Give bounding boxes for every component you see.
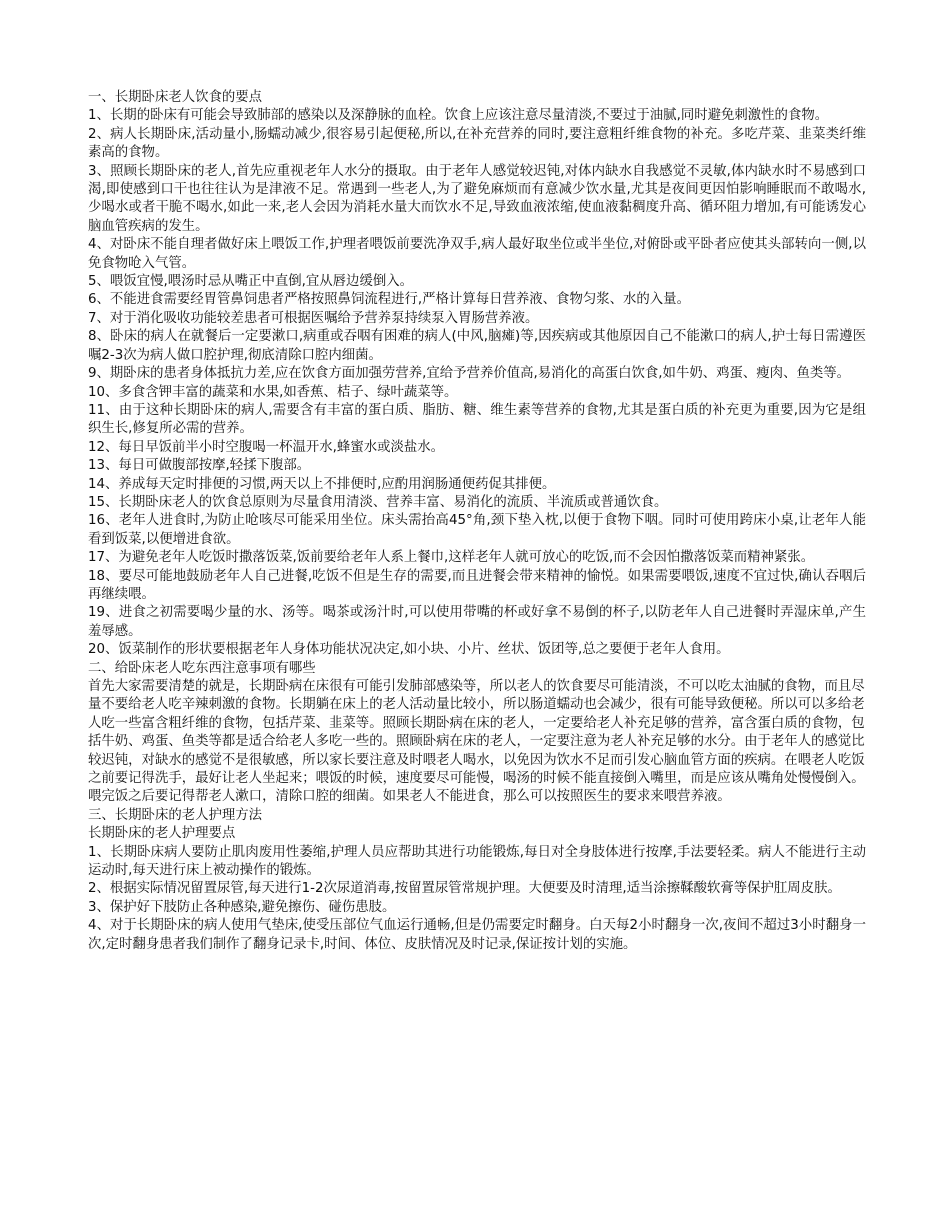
- list-item-7: 7、对于消化吸收功能较差患者可根据医嘱给予营养泵持续泵入胃肠营养液。: [88, 310, 539, 326]
- list-item-16: 16、老年人进食时,为防止呛咳尽可能采用坐位。床头需抬高45°角,颈下垫入枕,以便于食物下咽。同时可使用跨床小桌,让老年人能看到饭菜,以便增进食欲。: [88, 513, 866, 547]
- care-item-3: 3、保护好下肢防止各种感染,避免擦伤、碰伤患肢。: [88, 899, 396, 915]
- care-item-2: 2、根据实际情况留置尿管,每天进行1-2次尿道消毒,按留置尿管常规护理。大便要及时清理,适当涂擦鞣酸软膏等保护肛周皮肤。: [88, 881, 841, 897]
- list-item-1: 1、长期的卧床有可能会导致肺部的感染以及深静脉的血栓。饮食上应该注意尽量清淡,不要过于油腻,同时避免刺激性的食物。: [88, 108, 829, 124]
- list-item-13: 13、每日可做腹部按摩,轻揉下腹部。: [88, 458, 311, 474]
- list-item-5: 5、喂饭宜慢,喂汤时忌从嘴正中直倒,宜从唇边缓倒入。: [88, 274, 414, 290]
- section-heading-1: 一、长期卧床老人饮食的要点: [88, 90, 263, 105]
- list-item-6: 6、不能进食需要经胃管鼻饲患者严格按照鼻饲流程进行,严格计算每日营养液、食物匀浆、水的入量。: [88, 292, 690, 308]
- list-item-2: 2、病人长期卧床,活动量小,肠蠕动减少,很容易引起便秘,所以,在补充营养的同时,要注意粗纤维食物的补充。多吃芹菜、韭菜类纤维素高的食物。: [88, 126, 866, 161]
- list-item-15: 15、长期卧床老人的饮食总原则为尽量食用清淡、营养丰富、易消化的流质、半流质或普通饮食。: [88, 494, 668, 510]
- list-item-10: 10、多食含钾丰富的蔬菜和水果,如香蕉、桔子、绿叶蔬菜等。: [88, 384, 458, 400]
- care-item-4: 4、对于长期卧床的病人使用气垫床,使受压部位气血运行通畅,但是仍需要定时翻身。白天每2小时翻身一次,夜间不超过3小时翻身一次,定时翻身患者我们制作了翻身记录卡,时间、体位、皮肤情况及时记录,保证按计划的实施。: [88, 918, 866, 952]
- list-item-3: 3、照顾长期卧床的老人,首先应重视老年人水分的摄取。由于老年人感觉较迟钝,对体内缺水自我感觉不灵敏,体内缺水时不易感到口渴,即使感到口干也往往认为是津液不足。常遇到一些老人,为了避免麻烦而有意减少饮水量,尤其是夜间更因怕影响睡眠而不敢喝水,少喝水或者干脆不喝水,如此一来,老人会因为消耗水量大而饮水不足,导致血液浓缩,使血液黏稠度升高、循环阻力增加,有可能诱发心脑血管疾病的发生。: [88, 163, 866, 234]
- list-item-9: 9、期卧床的患者身体抵抗力差,应在饮食方面加强劳营养,宜给予营养价值高,易消化的高蛋白饮食,如牛奶、鸡蛋、瘦肉、鱼类等。: [88, 366, 851, 382]
- list-item-11: 11、由于这种长期卧床的病人,需要含有丰富的蛋白质、脂肪、糖、维生素等营养的食物,尤其是蛋白质的补充更为重要,因为它是组织生长,修复所必需的营养。: [88, 402, 866, 437]
- care-item-1: 1、长期卧床病人要防止肌肉废用性萎缩,护理人员应帮助其进行功能锻炼,每日对全身肢体进行按摩,手法要轻柔。病人不能进行主动运动时,每天进行床上被动操作的锻炼。: [88, 844, 866, 879]
- list-item-18: 18、要尽可能地鼓励老年人自己进餐,吃饭不但是生存的需要,而且进餐会带来精神的愉悦。如果需要喂饭,速度不宜过快,确认吞咽后再继续喂。: [88, 568, 866, 602]
- list-item-17: 17、为避免老年人吃饭时撒落饭菜,饭前要给老年人系上餐巾,这样老年人就可放心的吃饭,而不会因怕撒落饭菜而精神紧张。: [88, 550, 815, 566]
- paragraph-feeding-notes: 首先大家需要清楚的就是，长期卧病在床很有可能引发肺部感染等，所以老人的饮食要尽可能清淡，不可以吃太油腻的食物，而且尽量不要给老人吃辛辣刺激的食物。长期躺在床上的老人活动量比较小，所以肠道蠕动也会减少，很有可能导致便秘。所以可以多给老人吃一些富含粗纤维的食物，包括芹菜、韭菜等。照顾长期卧病在床的老人，一定要给老人补充足够的营养，富含蛋白质的食物，包括牛奶、鸡蛋、鱼类等都是适合给老人多吃一些的。照顾卧病在床的老人，一定要注意为老人补充足够的水分。由于老年人的感觉比较迟钝，对缺水的感觉不是很敏感，所以家长要注意及时喂老人喝水，以免因为饮水不足而引发心脑血管方面的疾病。在喂老人吃饭之前要记得洗手，最好让老人坐起来；喂饭的时候，速度要尽可能慢，喝汤的时候不能直接倒入嘴里，而是应该从嘴角处慢慢倒入。喂完饭之后要记得帮老人漱口，清除口腔的细菌。如果老人不能进食，那么可以按照医生的要求来喂营养液。: [88, 679, 865, 805]
- list-item-4: 4、对卧床不能自理者做好床上喂饭工作,护理者喂饭前要洗净双手,病人最好取坐位或半坐位,对俯卧或平卧者应使其头部转向一侧,以免食物呛入气管。: [88, 237, 866, 271]
- section-heading-3: 三、长期卧床的老人护理方法: [88, 807, 263, 823]
- document-body: [88, 89, 866, 954]
- list-item-20: 20、饭菜制作的形状要根据老年人身体功能状况决定,如小块、小片、丝状、饭团等,总之要便于老年人食用。: [88, 642, 730, 658]
- section-heading-2: 二、给卧床老人吃东西注意事项有哪些: [88, 660, 316, 676]
- list-item-8: 8、卧床的病人在就餐后一定要漱口,病重或吞咽有困难的病人(中风,脑瘫)等,因疾病或其他原因自己不能漱口的病人,护士每日需遵医嘱2-3次为病人做口腔护理,彻底清除口腔内细菌。: [88, 329, 866, 363]
- subsection-heading: 长期卧床的老人护理要点: [88, 826, 236, 842]
- list-item-19: 19、进食之初需要喝少量的水、汤等。喝茶或汤汁时,可以使用带嘴的杯或好拿不易倒的杯子,以防老年人自己进餐时弄湿床单,产生羞辱感。: [88, 605, 866, 639]
- list-item-12: 12、每日早饭前半小时空腹喝一杯温开水,蜂蜜水或淡盐水。: [88, 439, 445, 455]
- list-item-14: 14、养成每天定时排便的习惯,两天以上不排便时,应酌用润肠通便药促其排便。: [88, 476, 556, 492]
